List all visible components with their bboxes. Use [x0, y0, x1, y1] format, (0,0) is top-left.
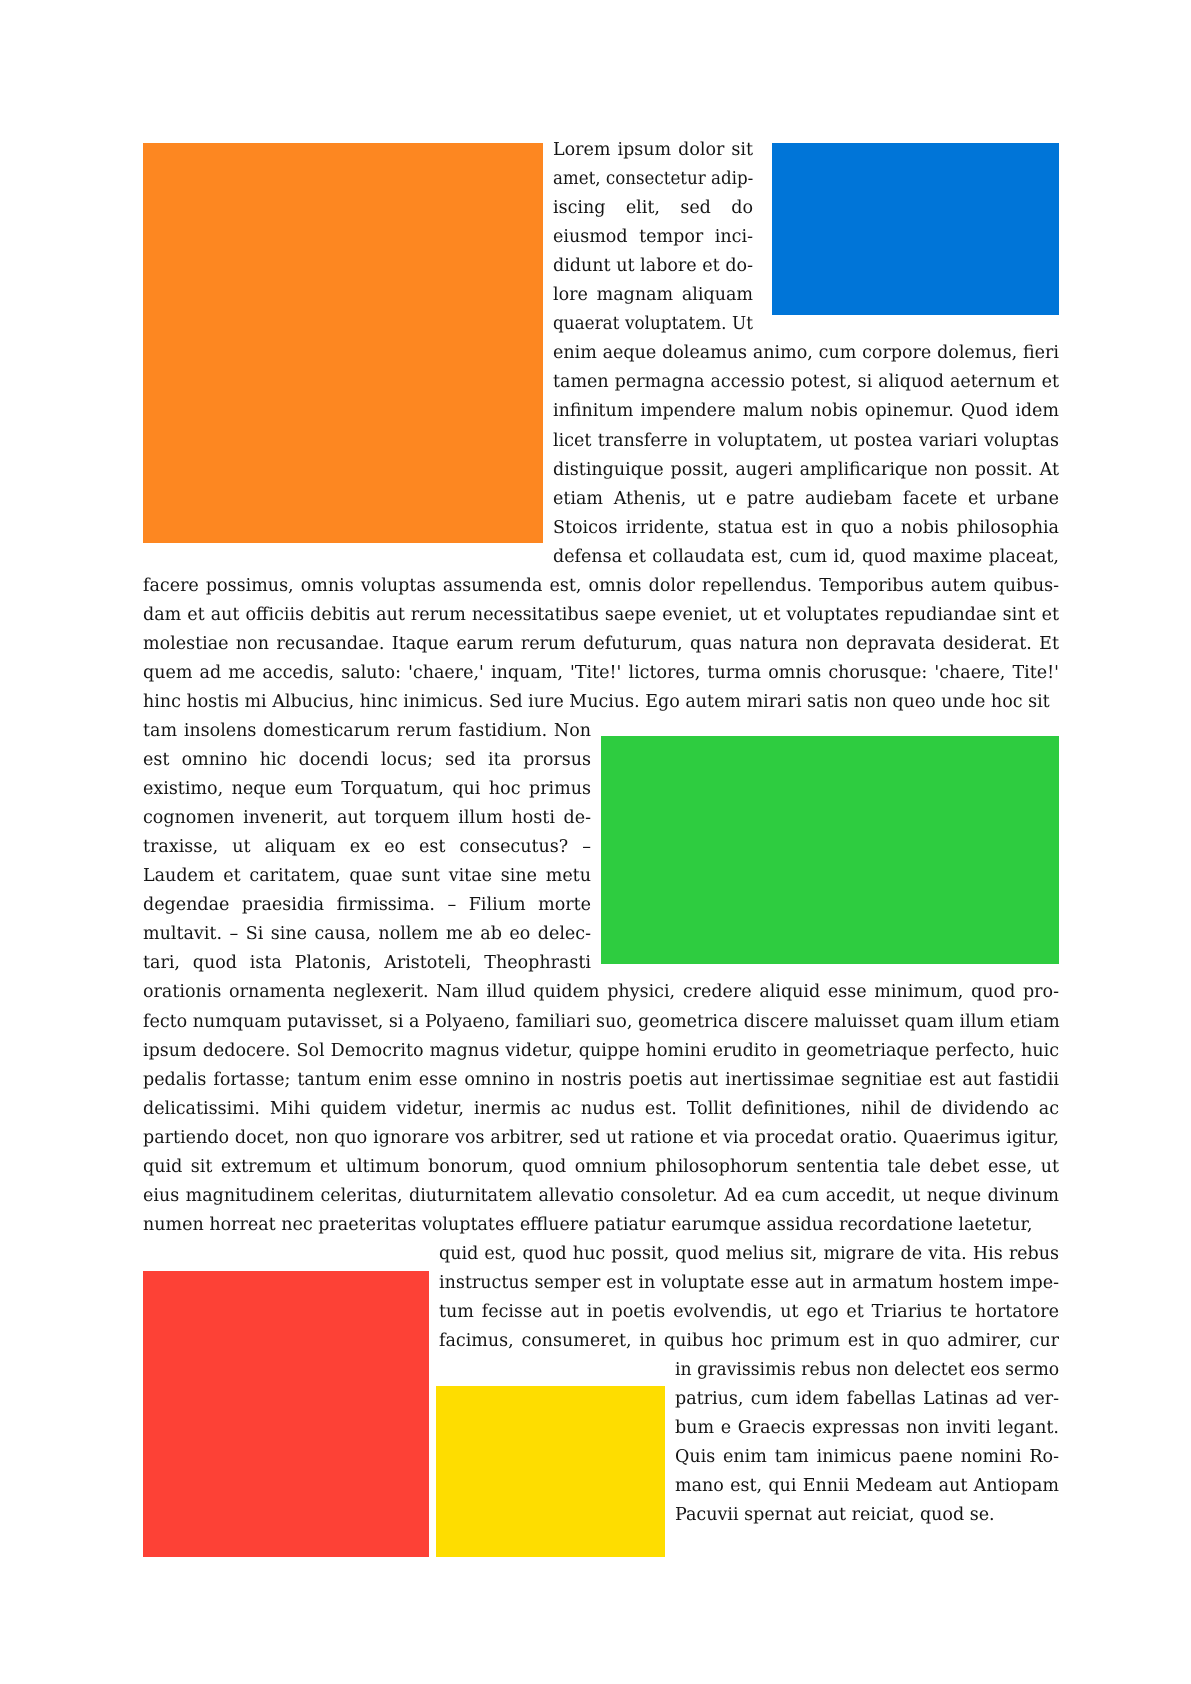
- text-line: orationis ornamenta neglexerit. Nam illud quidem physici, credere aliquid esse minimum, quod pro-: [143, 982, 1059, 1003]
- text-line: mano est, qui Ennii Medeam aut Antiopam: [675, 1476, 1059, 1497]
- text-line: partiendo docet, non quo ignorare vos arbitrer, sed ut ratione et via procedat oratio. Quaerimus igitur,: [143, 1127, 1059, 1148]
- text-line: etiam Athenis, ut e patre audiebam facete et urbane: [553, 488, 1059, 509]
- text-line: in gravissimis rebus non delectet eos sermo: [675, 1360, 1060, 1381]
- red-block: [143, 1271, 429, 1557]
- text-line: tamen permagna accessio potest, si aliquod aeternum et: [553, 372, 1059, 393]
- text-line: tari, quod ista Platonis, Aristoteli, Theophrasti: [143, 953, 591, 974]
- text-line: eiusmod tempor inci-: [553, 227, 753, 248]
- text-line: enim aeque doleamus animo, cum corpore dolemus, fieri: [553, 343, 1059, 364]
- text-line: pedalis fortasse; tantum enim esse omnino in nostris poetis aut inertissimae segnitiae est aut fastidii: [143, 1069, 1059, 1090]
- text-line: quaerat voluptatem. Ut: [553, 314, 753, 335]
- text-line: Stoicos irridente, statua est in quo a nobis philosophia: [553, 517, 1059, 538]
- text-line: tam insolens domesticarum rerum fastidium. Non: [143, 721, 591, 741]
- text-line: iscing elit, sed do: [553, 198, 753, 219]
- text-line: patrius, cum idem fabellas Latinas ad ver-: [675, 1389, 1059, 1410]
- text-line: ipsum dedocere. Sol Democrito magnus videtur, quippe homini erudito in geometriaque perfecto, huic: [143, 1040, 1059, 1061]
- text-line: infinitum impendere malum nobis opinemur. Quod idem: [553, 401, 1059, 422]
- text-line: multavit. – Si sine causa, nollem me ab eo delec-: [143, 924, 591, 945]
- text-line: eius magnitudinem celeritas, diuturnitatem allevatio consoletur. Ad ea cum accedit, ut neque divinum: [143, 1185, 1059, 1206]
- text-line: amet, consectetur adip-: [553, 169, 754, 190]
- text-line: Quis enim tam inimicus paene nomini Ro-: [675, 1447, 1059, 1468]
- text-line: delicatissimi. Mihi quidem videtur, inermis ac nudus est. Tollit definitiones, nihil de dividendo ac: [143, 1098, 1059, 1119]
- text-line: fecto numquam putavisset, si a Polyaeno, familiari suo, geometrica discere maluisset quam illum etiam: [143, 1011, 1060, 1032]
- text-line: dam et aut officiis debitis aut rerum necessitatibus saepe eveniet, ut et voluptates repudiandae sint et: [143, 604, 1059, 625]
- text-line: lore magnam aliquam: [553, 285, 753, 306]
- text-line: didunt ut labore et do-: [553, 256, 753, 277]
- text-line: licet transferre in voluptatem, ut postea variari voluptas: [553, 430, 1059, 451]
- text-line: degendae praesidia firmissima. – Filium morte: [143, 895, 591, 916]
- text-line: defensa et collaudata est, cum id, quod maxime placeat,: [553, 546, 1059, 567]
- text-line: Laudem et caritatem, quae sunt vitae sine metu: [143, 866, 591, 887]
- text-line: Pacuvii spernat aut reiciat, quod se.: [675, 1505, 995, 1526]
- text-line: instructus semper est in voluptate esse aut in armatum hostem impe-: [439, 1272, 1059, 1293]
- text-line: quid sit extremum et ultimum bonorum, quod omnium philosophorum sententia tale debet esse, ut: [143, 1156, 1059, 1177]
- text-line: hinc hostis mi Albucius, hinc inimicus. Sed iure Mucius. Ego autem mirari satis non queo unde hoc sit: [143, 691, 1050, 712]
- text-line: quem ad me accedis, saluto: 'chaere,' inquam, 'Tite!' lictores, turma omnis chorusque: 'chaere, Tite!': [143, 662, 1059, 683]
- text-line: quid est, quod huc possit, quod melius sit, migrare de vita. His rebus: [439, 1243, 1059, 1264]
- yellow-block: [436, 1386, 665, 1557]
- text-line: traxisse, ut aliquam ex eo est consecutus? –: [143, 837, 591, 858]
- text-line: tum fecisse aut in poetis evolvendis, ut ego et Triarius te hortatore: [439, 1302, 1059, 1322]
- green-block: [601, 736, 1059, 964]
- text-line: existimo, neque eum Torquatum, qui hoc primus: [143, 779, 591, 800]
- text-line: bum e Graecis expressas non inviti legant.: [675, 1418, 1059, 1439]
- text-line: facere possimus, omnis voluptas assumenda est, omnis dolor repellendus. Temporibus autem quibus-: [143, 575, 1059, 596]
- text-line: cognomen invenerit, aut torquem illum hosti de-: [143, 808, 591, 829]
- orange-block: [143, 143, 543, 543]
- text-line: Lorem ipsum dolor sit: [553, 140, 753, 160]
- text-line: numen horreat nec praeteritas voluptates effluere patiatur earumque assidua recordatione laetetur,: [143, 1214, 1033, 1235]
- text-line: molestiae non recusandae. Itaque earum rerum defuturum, quas natura non depravata desiderat. Et: [143, 633, 1059, 654]
- text-line: facimus, consumeret, in quibus hoc primum est in quo admirer, cur: [439, 1331, 1059, 1352]
- blue-block: [772, 143, 1059, 315]
- text-line: distinguique possit, augeri amplificarique non possit. At: [553, 459, 1059, 480]
- text-line: est omnino hic docendi locus; sed ita prorsus: [143, 750, 591, 771]
